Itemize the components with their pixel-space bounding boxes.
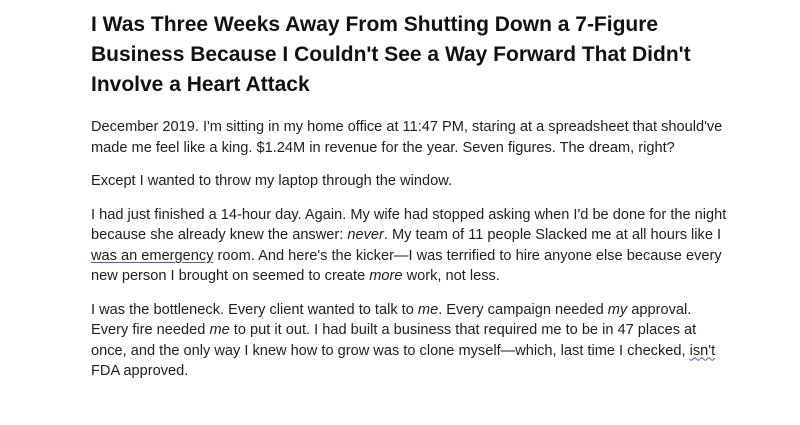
text-run: December 2019. I'm sitting in my home office at 11:47 PM, staring at a spreadsheet that should've made me feel like a king. $1.24M in revenue for the year. Seven figures. The dream, right? — [91, 119, 723, 156]
emphasis-text: me — [209, 322, 230, 338]
paragraph — [91, 117, 731, 158]
text-run: . Every campaign needed — [438, 301, 608, 318]
paragraph — [91, 300, 731, 382]
text-run: I was the bottleneck. Every client wanted to talk to — [91, 301, 418, 318]
emphasis-text: my — [607, 301, 628, 318]
article-body — [91, 117, 731, 382]
text-run: I had just finished a 14-hour day. Again. My wife had stopped asking when I'd be done for the night because she already knew the answer: — [91, 206, 727, 243]
paragraph — [91, 205, 731, 287]
document-page — [91, 10, 731, 382]
spellcheck-flagged-word: isn't — [689, 342, 716, 359]
article-title: I Was Three Weeks Away From Shutting Down a 7-Figure Business Because I Couldn't See a Way Forward That Didn't Involve a Heart Attack — [91, 13, 691, 96]
emphasis-text: never — [347, 227, 384, 243]
text-run: approval. Every fire needed — [91, 301, 692, 338]
text-run: . My team of 11 people Slacked me at all hours like I — [383, 227, 722, 243]
emphasis-text: more — [369, 268, 403, 284]
text-run: Except I wanted to throw my laptop through the window. — [91, 173, 452, 189]
grammar-flagged-phrase: was an emergency — [91, 247, 214, 264]
text-run: FDA approved. — [91, 363, 189, 379]
text-run: to put it out. I had built a business that required me to be in 47 places at once, and the only way I knew how to grow was to clone myself—which, last time I checked, — [91, 322, 697, 359]
text-run: room. And here's the kicker—I was terrified to hire anyone else because every new person I brought on seemed to create — [91, 247, 722, 284]
text-run: work, not less. — [402, 268, 500, 284]
paragraph — [91, 171, 731, 192]
emphasis-text: me — [417, 301, 439, 318]
